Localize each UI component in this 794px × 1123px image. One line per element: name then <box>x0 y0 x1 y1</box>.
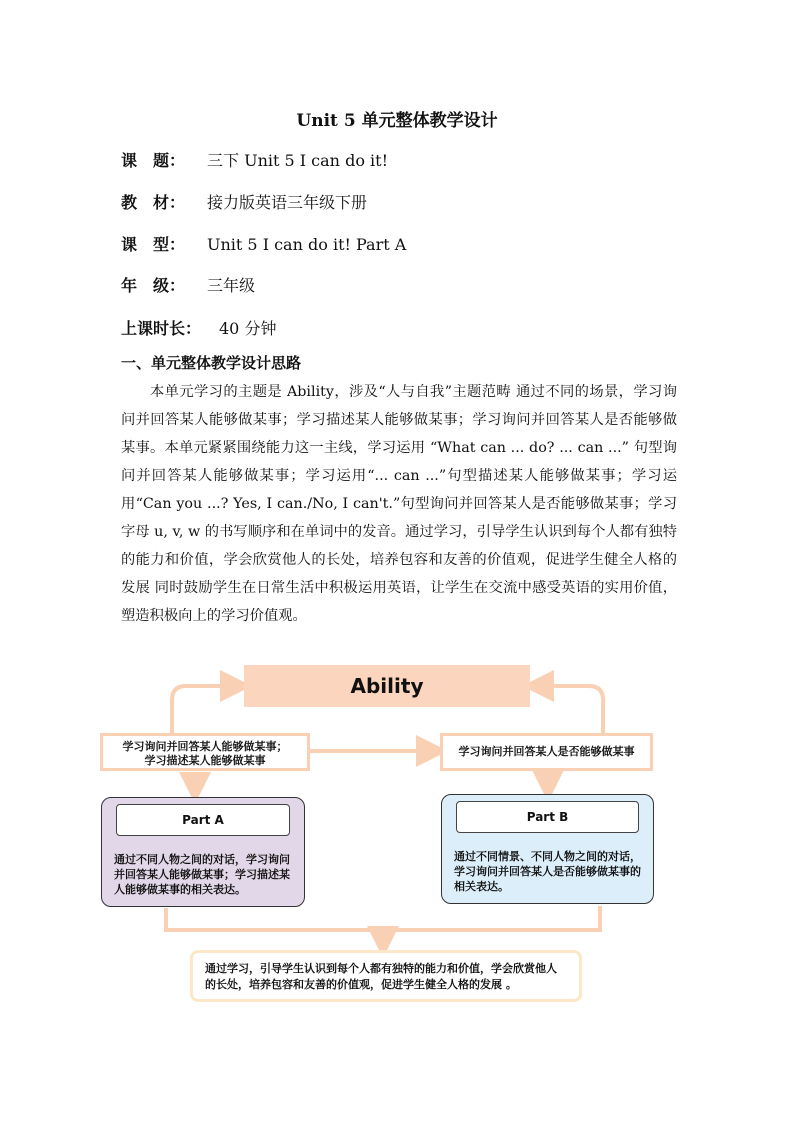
part-a-title: Part A <box>116 804 290 836</box>
meta-duration-value: 40 分钟 <box>219 319 277 338</box>
left-goal-line-2: 学习描述某人能够做某事 <box>144 754 266 767</box>
part-b-description: 通过不同情景、不同人物之间的对话，学习询问并回答某人是否能够做某事的相关表达。 <box>454 850 641 893</box>
right-goal-note: 学习询问并回答某人是否能够做某事 <box>440 733 653 771</box>
section-heading: 一、单元整体教学设计思路 <box>121 354 302 372</box>
arrow-right-to-ability <box>538 686 603 733</box>
meta-topic-value: 三下 Unit 5 I can do it! <box>207 151 389 170</box>
part-a-card <box>101 797 305 907</box>
ability-box: Ability <box>244 665 530 707</box>
arrow-left-to-ability <box>172 686 236 733</box>
meta-topic-label: 课 题： <box>121 151 186 170</box>
part-a-description: 通过不同人物之间的对话，学习询问并回答某人能够做某事；学习描述某人能够做某事的相关表达。 <box>114 853 290 896</box>
meta-lesson-type-label: 课 型： <box>121 235 186 254</box>
part-b-card <box>441 794 654 904</box>
part-b-title: Part B <box>456 801 639 833</box>
meta-textbook-value: 接力版英语三年级下册 <box>207 193 368 212</box>
meta-duration-label: 上课时长： <box>121 319 202 338</box>
document-title: Unit 5 单元整体教学设计 <box>296 111 498 131</box>
left-goal-note <box>100 733 310 771</box>
body-paragraph: 本单元学习的主题是 Ability，涉及“人与自我”主题范畴 通过不同的场景，学习询问并回答某人能够做某事；学习描述某人能够做某事；学习询问并回答某人是否能够做某事。本单元紧紧围绕能力这一主线，学习运用 “What can ... do? ... can ...” 句型询问并回答某人能够做某事；学习运用“... can ...”句型描述某人能够做某事；学习运用“Can you ...? Yes, I can./No, I can't.”句型询问并回答某人是否能够做某事；学习字母 u, v, w 的书写顺序和在单词中的发音。通过学习，引导学生认识到每个人都有独特的能力和价值，学会欣赏他人的长处，培养包容和友善的价值观，促进学生健全人格的发展 同时鼓励学生在日常生活中积极运用英语，让学生在交流中感受英语的实用价值，塑造积极向上的学习价值观。 <box>121 384 677 624</box>
bracket-parts-to-summary <box>166 906 600 930</box>
meta-grade-label: 年 级： <box>121 276 186 295</box>
left-goal-line-1: 学习询问并回答某人能够做某事； <box>122 740 288 753</box>
meta-textbook-label: 教 材： <box>121 193 186 212</box>
meta-grade-value: 三年级 <box>207 276 256 295</box>
meta-lesson-type-value: Unit 5 I can do it! Part A <box>207 235 407 254</box>
summary-box: 通过学习，引导学生认识到每个人都有独特的能力和价值，学会欣赏他人的长处，培养包容和友善的价值观，促进学生健全人格的发展 。 <box>190 950 582 1002</box>
